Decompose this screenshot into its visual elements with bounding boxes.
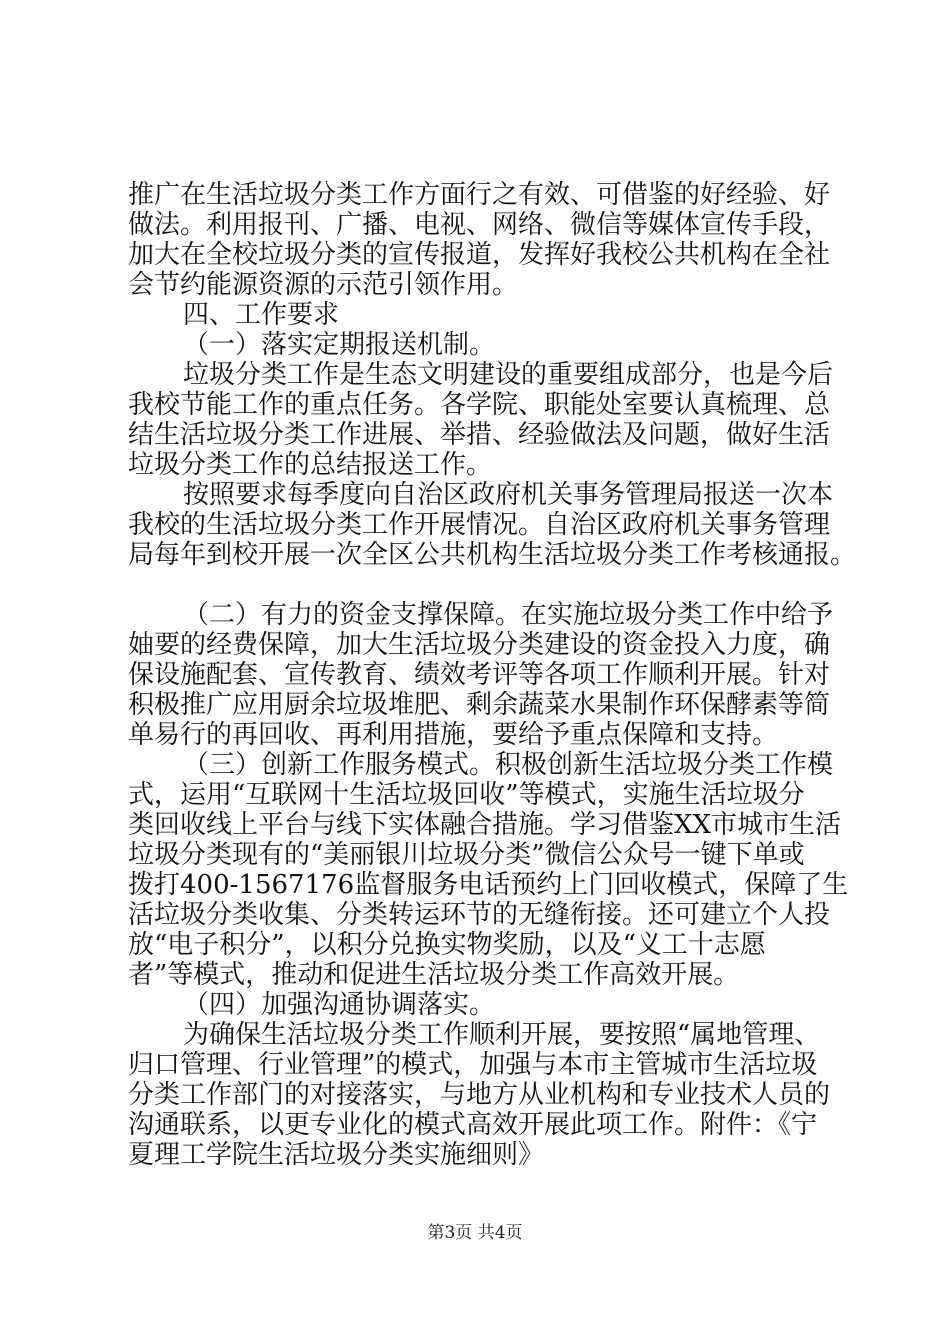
- text-line: 类回收线上平台与线下实体融合措施。学习借鉴XX市城市生活: [128, 810, 842, 840]
- text-line: 垃圾分类现有的“美丽银川垃圾分类”微信公众号一键下单或: [128, 840, 805, 870]
- text-line: 局每年到校开展一次全区公共机构生活垃圾分类工作考核通报。: [128, 540, 857, 570]
- text-line: 分类工作部门的对接落实，与地方从业机构和专业技术人员的: [128, 1080, 831, 1110]
- text-line: 推广在生活垃圾分类工作方面行之有效、可借鉴的好经验、好: [128, 180, 831, 210]
- text-line: 会节约能源资源的示范引领作用。: [128, 270, 519, 300]
- text-line: 保设施配套、宣传教育、绩效考评等各项工作顺利开展。针对: [128, 660, 831, 690]
- subsection-heading: （四）加强沟通协调落实。: [183, 990, 496, 1020]
- text-line: 垃圾分类工作是生态文明建设的重要组成部分，也是今后: [183, 360, 834, 390]
- text-line: 式，运用“互联网十生活垃圾回收”等模式，实施生活垃圾分: [128, 780, 805, 810]
- text-line: 拨打400-1567176监督服务电话预约上门回收模式，保障了生: [128, 870, 849, 900]
- text-line: 活垃圾分类收集、分类转运环节的无缝衔接。还可建立个人投: [128, 900, 831, 930]
- subsection-heading: （三）创新工作服务模式。积极创新生活垃圾分类工作模: [183, 750, 834, 780]
- text-line: 垃圾分类工作的总结报送工作。: [128, 450, 493, 480]
- subsection-heading: （二）有力的资金支撑保障。在实施垃圾分类工作中给予: [183, 600, 834, 630]
- text-line: 沟通联系，以更专业化的模式高效开展此项工作。附件：《宁: [128, 1110, 818, 1140]
- text-line: 我校节能工作的重点任务。各学院、职能处室要认真梳理、总: [128, 390, 831, 420]
- section-heading: 四、工作要求: [183, 300, 340, 330]
- text-line: 结生活垃圾分类工作进展、举措、经验做法及问题，做好生活: [128, 420, 831, 450]
- text-line: 按照要求每季度向自治区政府机关事务管理局报送一次本: [183, 480, 834, 510]
- page-number-footer: 第3页 共4页: [427, 1223, 523, 1243]
- text-line: 为确保生活垃圾分类工作顺利开展，要按照“属地管理、: [183, 1020, 821, 1050]
- subsection-heading: （一）落实定期报送机制。: [183, 330, 496, 360]
- text-line: 归口管理、行业管理”的模式，加强与本市主管城市生活垃圾: [128, 1050, 818, 1080]
- text-line: 妯要的经费保障，加大生活垃圾分类建设的资金投入力度，确: [128, 630, 831, 660]
- text-line: 放“电子积分”，以积分兑换实物奖励，以及“义工十志愿: [128, 930, 766, 960]
- text-line: 做法。利用报刊、广播、电视、网络、微信等媒体宣传手段，: [128, 210, 831, 240]
- text-line: 夏理工学院生活垃圾分类实施细则》: [128, 1140, 545, 1170]
- text-line: 加大在全校垃圾分类的宣传报道，发挥好我校公共机构在全社: [128, 240, 831, 270]
- text-line: 我校的生活垃圾分类工作开展情况。自治区政府机关事务管理: [128, 510, 831, 540]
- text-line: 者”等模式，推动和促进生活垃圾分类工作高效开展。: [128, 960, 740, 990]
- text-line: 积极推广应用厨余垃圾堆肥、剩余蔬菜水果制作环保酵素等简: [128, 690, 831, 720]
- text-line: 单易行的再回收、再利用措施，要给予重点保障和支持。: [128, 720, 779, 750]
